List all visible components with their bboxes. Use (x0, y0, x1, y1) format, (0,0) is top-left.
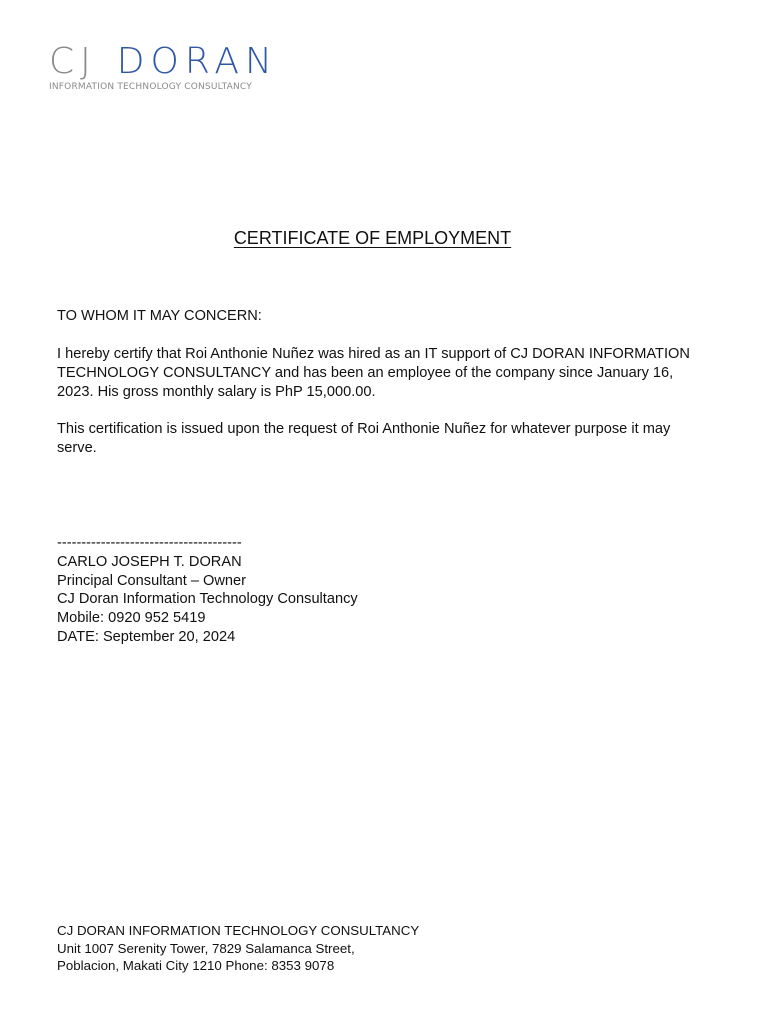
footer-address (57, 922, 419, 975)
signatory-company: CJ Doran Information Technology Consultancy (57, 591, 358, 608)
purpose-paragraph: This certification is issued upon the request of Roi Anthonie Nuñez for whatever purpose it may serve. (57, 421, 671, 456)
signature-block (57, 534, 358, 647)
document-title: CERTIFICATE OF EMPLOYMENT (233, 228, 512, 248)
logo-wordmark (49, 41, 309, 82)
salutation: TO WHOM IT MAY CONCERN: (57, 308, 262, 324)
signatory-name: CARLO JOSEPH T. DORAN (57, 553, 242, 570)
signatory-position: Principal Consultant – Owner (57, 572, 246, 589)
document-date: DATE: September 20, 2024 (57, 628, 236, 645)
certification-paragraph: I hereby certify that Roi Anthonie Nuñez was hired as an IT support of CJ DORAN INFORMATION TECHNOLOGY CONSULTANCY and has been an employee of the company since January 16, 2023. His gross monthly salary is PhP 15,000.00. (57, 346, 690, 400)
letter-body (57, 307, 697, 476)
footer-address-line-2: Poblacion, Makati City 1210 Phone: 8353 9078 (57, 958, 335, 973)
logo-cj-text: CJ (49, 41, 97, 82)
company-logo (49, 41, 309, 92)
logo-doran-text: DORAN (116, 41, 278, 82)
signature-line: -------------------------------------- (57, 535, 242, 551)
signatory-mobile: Mobile: 0920 952 5419 (57, 610, 206, 627)
footer-address-line-1: Unit 1007 Serenity Tower, 7829 Salamanca Street, (57, 940, 355, 956)
footer-company: CJ DORAN INFORMATION TECHNOLOGY CONSULTANCY (57, 923, 420, 938)
logo-subtitle: INFORMATION TECHNOLOGY CONSULTANCY (49, 82, 252, 92)
